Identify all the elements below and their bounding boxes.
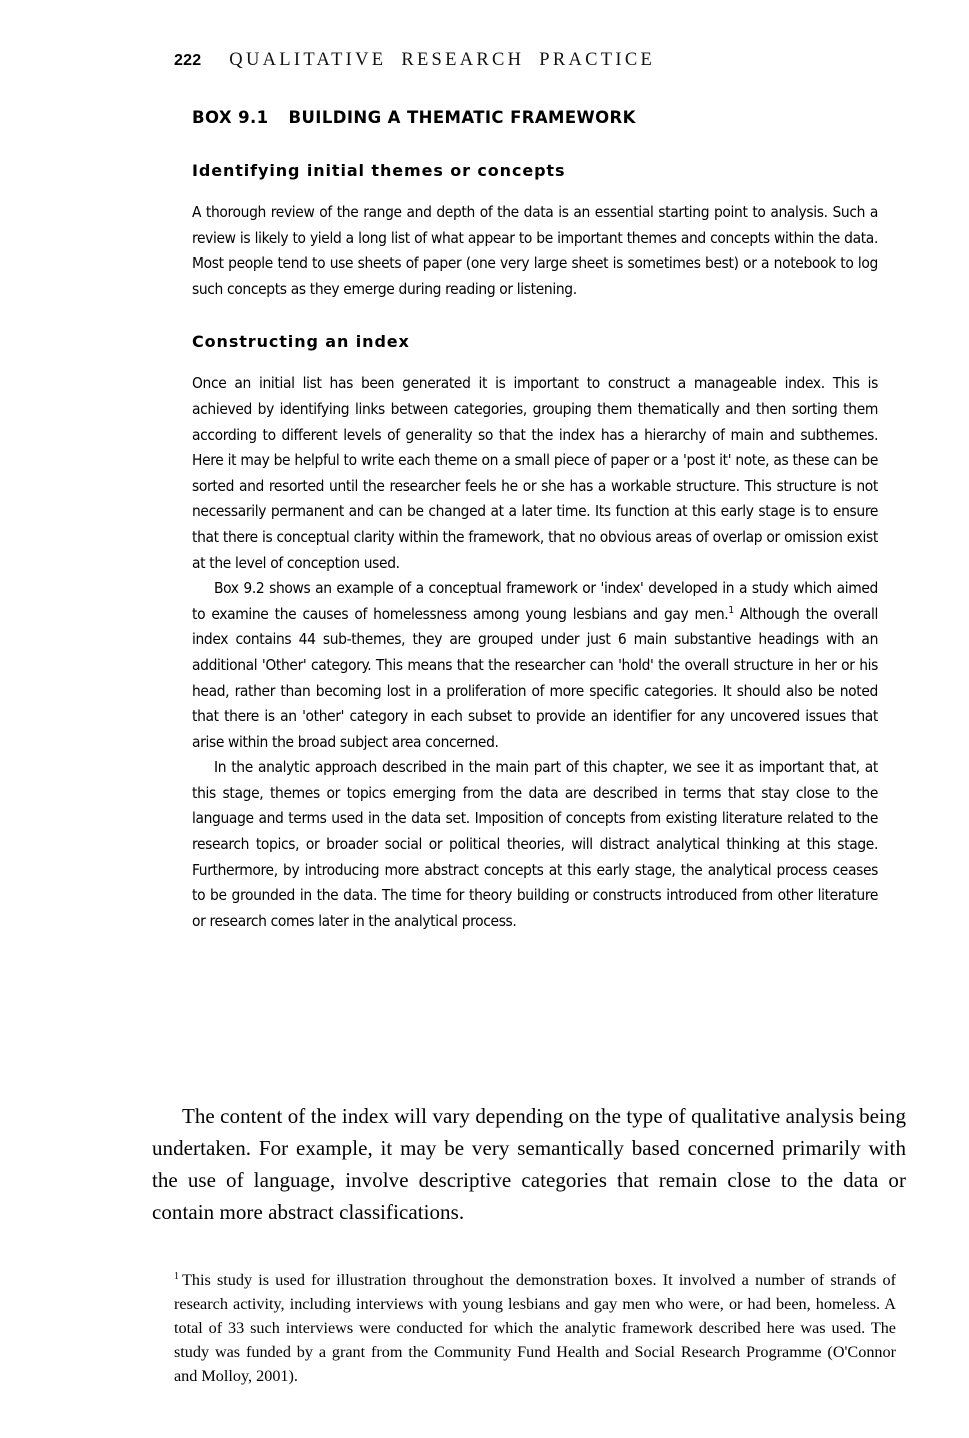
box-paragraph: Once an initial list has been generated it is important to construct a manageable index. This is achieved by identifying links between categories, grouping them thematically and then sorting them according to different levels of generality so that the index has a hierarchy of main and subthemes. Here it may be helpful to write each theme on a small piece of paper or a 'post it' note, as these can be sorted and resorted until the researcher feels he or she has a workable structure. This structure is not necessarily permanent and can be changed at a later time. Its function at this early stage is to ensure that there is conceptual clarity within the framework, that no obvious areas of overlap or omission exist at the level of conception used.: [192, 374, 878, 572]
box-paragraph-text-continued: Although the overall index contains 44 sub-themes, they are grouped under just 6 main substantive headings with an additional 'Other' category. This means that the researcher can 'hold' the overall structure in her or his head, rather than becoming lost in a proliferation of more specific categories. It should also be noted that there is an 'other' category in each subset to provide an identifier for any uncovered issues that arise within the broad subject area concerned.: [192, 604, 879, 751]
footnote-entry: [174, 1268, 896, 1388]
footnote-reference-marker: 1: [728, 604, 734, 616]
box-title-text: BUILDING A THEMATIC FRAMEWORK: [288, 108, 636, 127]
footnote-marker: 1: [174, 1270, 179, 1282]
main-body-text: [152, 1100, 906, 1228]
box-subheading-identifying-themes: Identifying initial themes or concepts: [192, 161, 566, 180]
footnote-body: This study is used for illustration throughout the demonstration boxes. It involved a number of strands of research activity, including interviews with young lesbians and gay men who were, or had been, homeless. A total of 33 such interviews were conducted for which the analytic framework described here was used. The study was funded by a grant from the Community Fund Health and Social Research Programme (O'Connor and Molloy, 2001).: [174, 1271, 896, 1385]
box-paragraph-with-footnote: [192, 576, 878, 755]
box-9-1: [192, 108, 878, 934]
box-paragraph: In the analytic approach described in the main part of this chapter, we see it as important that, at this stage, themes or topics emerging from the data are described in terms that stay close to the language and terms used in the data set. Imposition of concepts from existing literature related to the research topics, or broader social or political theories, will distract analytical thinking at this stage. Furthermore, by introducing more abstract concepts at this early stage, the analytical process ceases to be grounded in the data. The time for theory building or constructs introduced from other literature or research comes later in the analytical process.: [192, 758, 878, 930]
box-label: BOX 9.1: [192, 108, 269, 127]
running-title: QUALITATIVE RESEARCH PRACTICE: [229, 50, 656, 70]
footnote-block: [174, 1268, 896, 1388]
page-number: 222: [174, 52, 202, 69]
box-title: [192, 108, 878, 127]
body-paragraph: The content of the index will vary depending on the type of qualitative analysis being undertaken. For example, it may be very semantically based concerned primarily with the use of language, involve descriptive categories that remain close to the data or contain more abstract classifications.: [152, 1104, 906, 1224]
box-paragraph-text: Box 9.2 shows an example of a conceptual framework or 'index' developed in a study which aimed to examine the causes of homelessness among young lesbians and gay men.: [192, 579, 878, 623]
box-paragraph: A thorough review of the range and depth of the data is an essential starting point to analysis. Such a review is likely to yield a long list of what appear to be important themes and concepts within the data. Most people tend to use sheets of paper (one very large sheet is sometimes best) or a notebook to log such concepts as they emerge during reading or listening.: [192, 203, 878, 298]
running-head: [174, 50, 874, 71]
box-subheading-constructing-index: Constructing an index: [192, 332, 410, 352]
